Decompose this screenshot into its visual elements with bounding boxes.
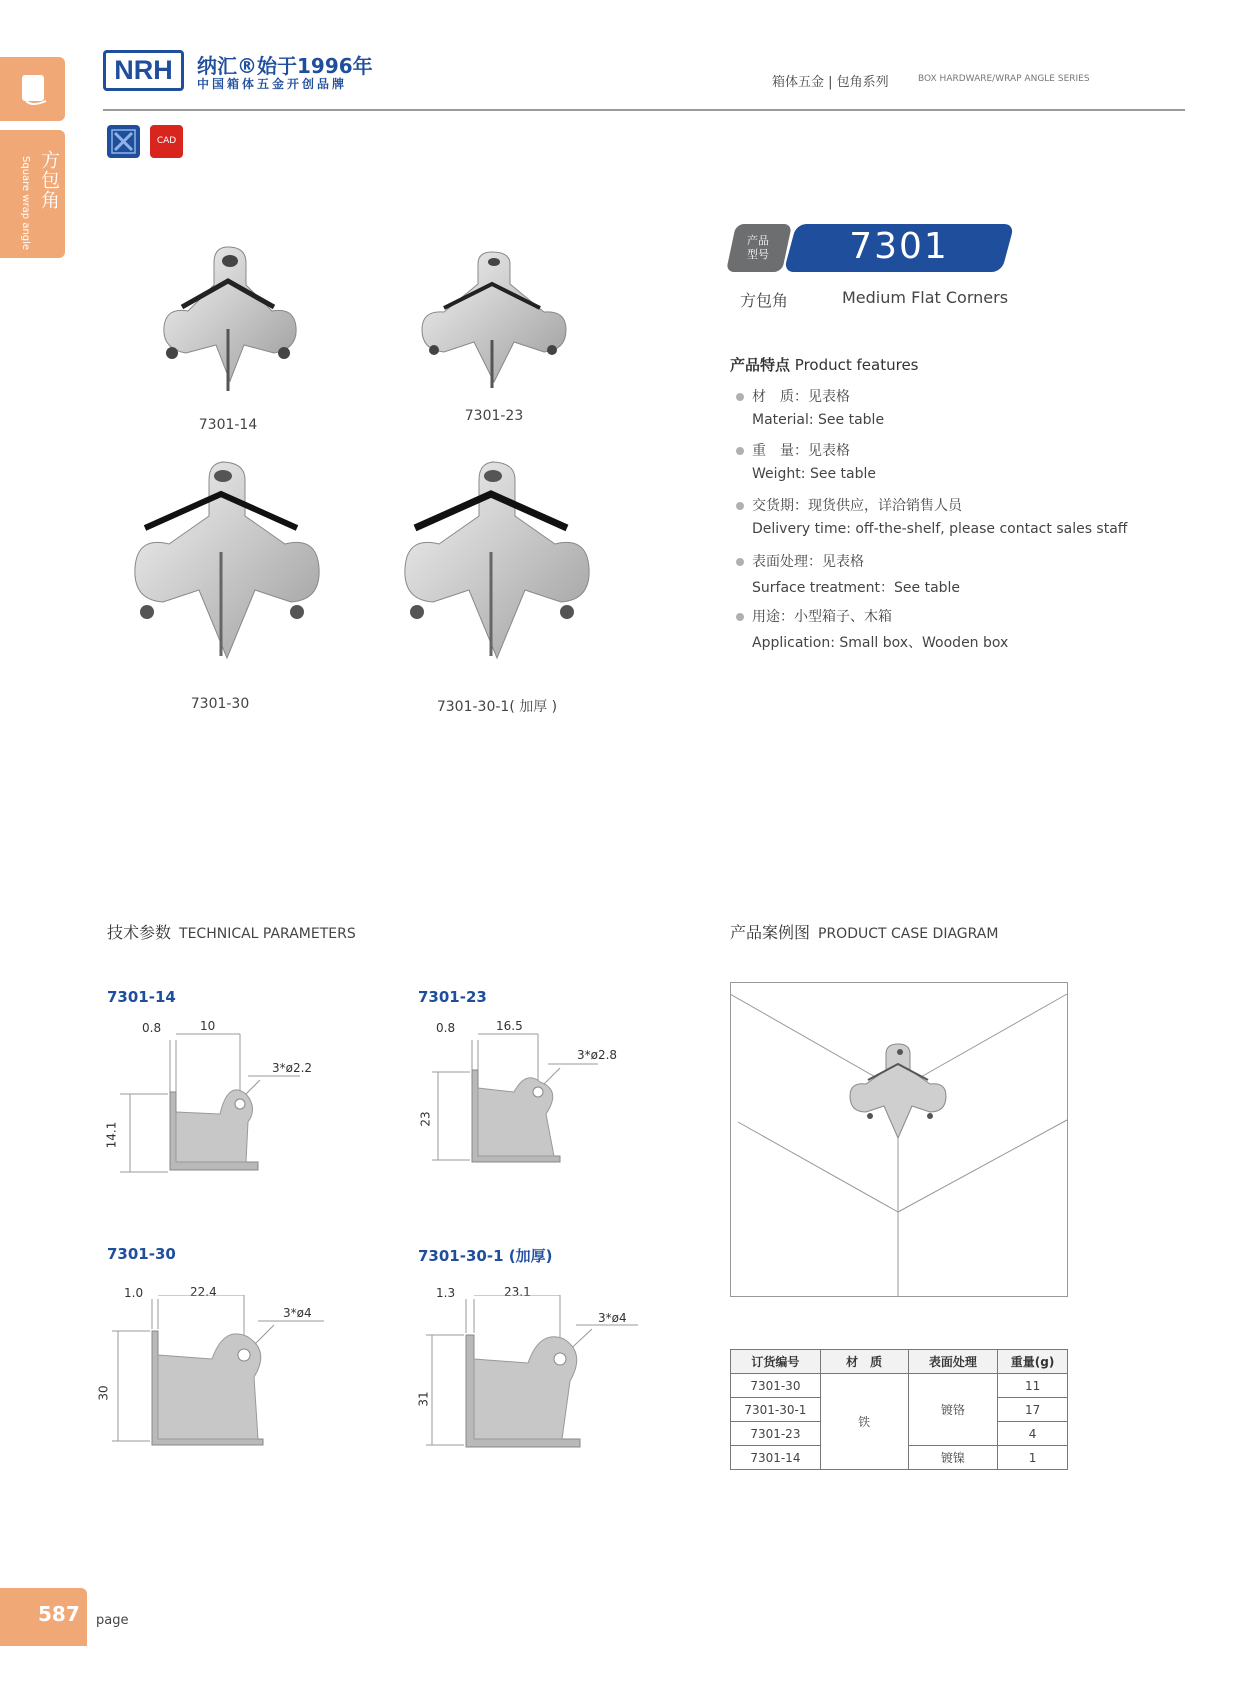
bullet-icon xyxy=(736,558,744,566)
product-name-cn: 方包角 xyxy=(740,291,789,310)
model-number: 7301 xyxy=(849,226,949,267)
product-photo-7301-14 xyxy=(150,245,310,395)
dim-height: 30 xyxy=(96,1385,111,1401)
dim-height: 31 xyxy=(416,1391,431,1407)
photo-label: 7301-30-1( 加厚 ) xyxy=(436,699,558,715)
dim-width: 16.5 xyxy=(496,1019,523,1033)
document-icon xyxy=(0,57,65,121)
cell-weight: 11 xyxy=(998,1374,1068,1398)
product-photo-7301-30-1 xyxy=(395,460,590,660)
table-row xyxy=(731,1374,1068,1398)
dim-hole: 3*ø2.8 xyxy=(577,1048,618,1062)
page-word: page xyxy=(96,1613,129,1628)
part-title: 7301-23 xyxy=(418,988,487,1006)
feature-item xyxy=(736,606,1008,652)
category-cn: 箱体五金 | 包角系列 xyxy=(772,75,889,90)
photo-label: 7301-23 xyxy=(464,408,524,424)
feature-en: Material: See table xyxy=(752,412,885,428)
case-diagram xyxy=(730,982,1068,1297)
feature-cn: 用途：小型箱子、木箱 xyxy=(752,609,892,625)
bullet-icon xyxy=(736,447,744,455)
product-photo-7301-23 xyxy=(420,250,570,390)
cell-weight: 4 xyxy=(998,1422,1068,1446)
dim-width: 23.1 xyxy=(504,1285,531,1299)
cell-code: 7301-14 xyxy=(731,1446,821,1470)
logo: NRH xyxy=(103,50,184,91)
category-en: BOX HARDWARE/WRAP ANGLE SERIES xyxy=(918,74,1090,84)
bullet-icon xyxy=(736,393,744,401)
cell-weight: 1 xyxy=(998,1446,1068,1470)
photo-label: 7301-14 xyxy=(198,417,258,433)
feature-item xyxy=(736,440,876,482)
feature-en: Surface treatment：See table xyxy=(752,580,961,596)
product-photo-7301-30 xyxy=(125,460,320,660)
tools-icon[interactable] xyxy=(107,125,140,158)
dim-thickness: 0.8 xyxy=(142,1021,162,1035)
brand-slogan: 纳汇®始于1996年 xyxy=(197,54,373,78)
sidebar-tab-top[interactable] xyxy=(0,57,65,121)
cell-code: 7301-30 xyxy=(731,1374,821,1398)
feature-item xyxy=(736,551,960,597)
part-title: 7301-14 xyxy=(107,988,176,1006)
features-title-cn: 产品特点 xyxy=(730,356,791,374)
feature-cn: 材 质：见表格 xyxy=(752,389,850,405)
sidebar-tab-en: Square wrap angle xyxy=(20,156,31,251)
page-number: 587 xyxy=(38,1602,80,1626)
drawing-7301-30-1 xyxy=(424,1295,654,1455)
feature-en: Application: Small box、Wooden box xyxy=(752,635,1009,651)
cell-weight: 17 xyxy=(998,1398,1068,1422)
cell-material: 铁 xyxy=(820,1374,908,1470)
tech-params-title-en: TECHNICAL PARAMETERS xyxy=(179,926,356,942)
col-header: 材 质 xyxy=(820,1350,908,1374)
col-header: 订货编号 xyxy=(731,1350,821,1374)
drawing-7301-30 xyxy=(108,1295,338,1455)
case-diagram-title xyxy=(730,920,998,943)
model-badge-label: 产品型号 xyxy=(747,234,769,261)
cell-code: 7301-30-1 xyxy=(731,1398,821,1422)
features-title-en: Product features xyxy=(794,356,919,374)
dim-hole: 3*ø2.2 xyxy=(272,1061,313,1075)
cell-finish: 镀镍 xyxy=(908,1446,998,1470)
cell-finish: 镀铬 xyxy=(908,1374,998,1446)
col-header: 重量(g) xyxy=(998,1350,1068,1374)
dim-height: 14.1 xyxy=(104,1121,119,1149)
table-header-row xyxy=(731,1350,1068,1374)
case-title-en: PRODUCT CASE DIAGRAM xyxy=(818,926,999,942)
tech-params-title xyxy=(107,920,356,943)
dim-width: 22.4 xyxy=(190,1285,217,1299)
feature-cn: 交货期：现货供应，详洽销售人员 xyxy=(752,498,962,514)
case-title-cn: 产品案例图 xyxy=(730,923,811,942)
drawing-7301-14 xyxy=(110,1030,330,1180)
cell-code: 7301-23 xyxy=(731,1422,821,1446)
feature-cn: 重 量：见表格 xyxy=(752,443,850,459)
dim-thickness: 1.0 xyxy=(124,1286,144,1300)
product-name-en: Medium Flat Corners xyxy=(842,288,1009,307)
bullet-icon xyxy=(736,502,744,510)
brand-subtitle: 中国箱体五金开创品牌 xyxy=(197,77,348,91)
cad-icon-label: CAD xyxy=(156,136,177,146)
dim-thickness: 0.8 xyxy=(436,1021,456,1035)
dim-hole: 3*ø4 xyxy=(283,1306,312,1320)
sidebar-tab-cn: 方包角 xyxy=(38,150,60,210)
tech-params-title-cn: 技术参数 xyxy=(107,923,172,942)
col-header: 表面处理 xyxy=(908,1350,998,1374)
features-title xyxy=(730,354,919,375)
feature-item xyxy=(736,495,1127,537)
feature-cn: 表面处理：见表格 xyxy=(752,554,864,570)
feature-item xyxy=(736,386,884,428)
feature-en: Delivery time: off-the-shelf, please contact sales staff xyxy=(752,521,1128,537)
cad-icon[interactable] xyxy=(150,125,183,158)
header-divider xyxy=(103,109,1185,111)
dim-height: 23 xyxy=(418,1111,433,1127)
part-title: 7301-30 xyxy=(107,1245,176,1263)
part-title: 7301-30-1 (加厚) xyxy=(418,1247,553,1265)
dim-thickness: 1.3 xyxy=(436,1286,456,1300)
dim-width: 10 xyxy=(200,1019,216,1033)
drawing-7301-23 xyxy=(430,1030,650,1170)
feature-en: Weight: See table xyxy=(752,466,876,482)
photo-label: 7301-30 xyxy=(190,696,250,712)
spec-table xyxy=(730,1349,1068,1470)
dim-hole: 3*ø4 xyxy=(598,1311,627,1325)
bullet-icon xyxy=(736,613,744,621)
